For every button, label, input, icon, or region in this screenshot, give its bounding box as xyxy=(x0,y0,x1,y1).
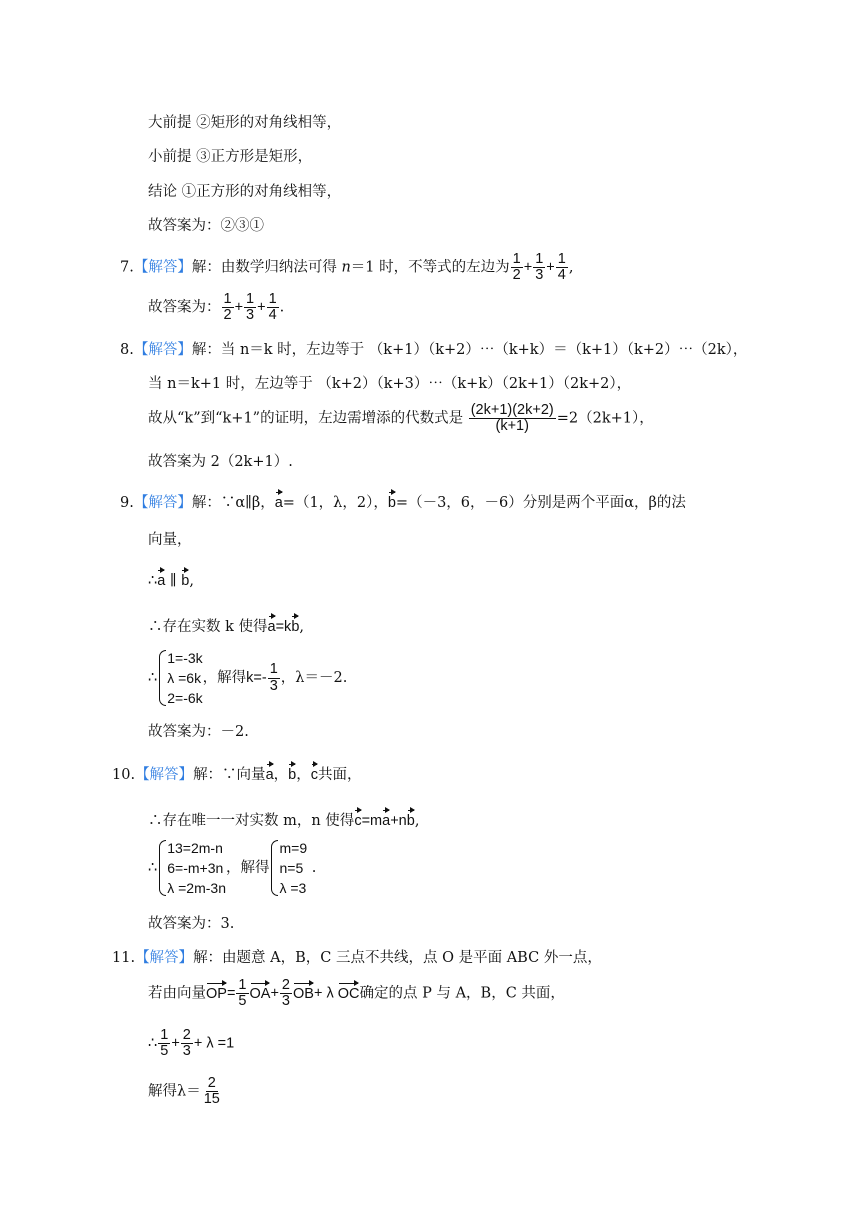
q9-line3: ∴a ∥ b, xyxy=(148,566,194,589)
vector-b: b xyxy=(291,612,299,635)
vector-c: c xyxy=(311,760,318,783)
q8-line1 xyxy=(120,338,747,359)
q9-answer: 故答案为：－2. xyxy=(148,724,249,740)
q11-line4: 解得λ＝ $\frac{2}{15}$ xyxy=(148,1075,220,1108)
q8-text: 解：当 n＝k 时，左边等于 （k+1）（k+2）⋯（k+k）＝（k+1）（k+2）⋯（2k）， xyxy=(191,342,748,358)
vector-a: a xyxy=(268,612,276,635)
q10-answer: 故答案为：3. xyxy=(148,916,235,932)
vector-b: b xyxy=(288,760,296,783)
premise-minor: 小前提 ③正方形是矩形， xyxy=(148,149,313,165)
q11-line3: ∴ $\frac{1}{5}$ + $\frac{2}{3}$ + λ =1 xyxy=(148,1027,235,1060)
vector-ob: OB xyxy=(293,979,314,1002)
vector-b: b xyxy=(181,566,189,589)
vector-b: b xyxy=(388,488,396,511)
vector-op: OP xyxy=(206,979,227,1002)
q9-system-line: ∴ 1=-3k λ =6k 2=-6k ，解得k=- $\frac{1}{3}$ ，λ＝－2. xyxy=(148,650,348,706)
answer-tag: 【解答】 xyxy=(135,950,194,966)
fraction: $\frac{1}{3}$ xyxy=(535,251,544,284)
q7-text2: ＝1 时，不等式的左边为 xyxy=(350,259,510,276)
solution-system: m=9 n=5 λ =3 xyxy=(269,838,307,898)
answer-label: 故答案为： xyxy=(148,299,221,316)
q8-answer: 故答案为 2（2k+1）. xyxy=(148,454,293,470)
answer-tag: 【解答】 xyxy=(133,342,192,358)
fraction: $\frac{1}{2}$ xyxy=(512,251,521,284)
q10-line2: ∴存在唯一一对实数 m，n 使得c=ma+nb, xyxy=(148,806,419,830)
vector-a: a xyxy=(266,760,274,783)
answer-6: 故答案为：②③① xyxy=(148,218,264,234)
q10-line1: 10.【解答】解：∵向量a，b，c共面， xyxy=(112,760,361,784)
q8-text: 故从“k”到“k+1”的证明，左边需增添的代数式是 xyxy=(148,410,468,427)
vector-a: a xyxy=(157,566,165,589)
q7-answer: 故答案为： $\frac{1}{2}$ + $\frac{1}{3}$ + $\frac{1}{4}$ . xyxy=(148,291,285,324)
q10-number: 10. xyxy=(112,767,136,783)
vector-oc: OC xyxy=(338,979,360,1002)
q7-text: 解：由数学归纳法可得 xyxy=(191,259,342,276)
fraction: $\frac{(2k+1)(2k+2)}{(k+1)}$ xyxy=(470,402,554,435)
q11-number: 11. xyxy=(112,950,136,966)
q11-line1: 11.【解答】解：由题意 A，B，C 三点不共线，点 O 是平面 ABC 外一点， xyxy=(112,950,602,966)
q7-line: 7.【解答】解：由数学归纳法可得 n＝1 时，不等式的左边为 $\frac{1}{2}$ + $\frac{1}{3}$ + $\frac{1}{4}$ , xyxy=(120,251,574,284)
vector-a: a xyxy=(275,488,283,511)
answer-tag: 【解答】 xyxy=(133,259,192,276)
fraction: $\frac{1}{4}$ xyxy=(557,251,566,284)
q9-line4: ∴存在实数 k 使得a=kb, xyxy=(148,612,304,636)
equation-system: 13=2m-n 6=-m+3n λ =2m-3n xyxy=(157,838,226,898)
q7-number: 7. xyxy=(120,259,134,276)
q7-var: n xyxy=(341,259,351,276)
answer-tag: 【解答】 xyxy=(133,495,192,511)
vector-a: a xyxy=(382,806,390,829)
equation-system: 1=-3k λ =6k 2=-6k xyxy=(157,648,202,708)
q8-result: =2（2k+1）， xyxy=(556,410,654,427)
q9-number: 9. xyxy=(120,495,134,511)
q11-line2: 若由向量OP= $\frac{1}{5}$ OA+ $\frac{2}{3}$ OB+ λ OC确定的点 P 与 A，B，C 共面， xyxy=(148,977,565,1010)
vector-b: b xyxy=(407,806,415,829)
conclusion: 结论 ①正方形的对角线相等， xyxy=(148,184,342,200)
premise-major: 大前提 ②矩形的对角线相等， xyxy=(148,115,342,131)
q8-line3 xyxy=(148,403,654,434)
q8-number: 8. xyxy=(120,342,134,358)
q10-system-line: ∴ 13=2m-n 6=-m+3n λ =2m-3n ，解得 m=9 n=5 λ =3 . xyxy=(148,840,317,896)
answer-tag: 【解答】 xyxy=(135,767,194,783)
vector-c: c xyxy=(354,806,361,829)
vector-oa: OA xyxy=(250,979,271,1002)
q9-line2: 向量， xyxy=(148,532,192,548)
q8-line2: 当 n＝k+1 时，左边等于 （k+2）（k+3）⋯（k+k）（2k+1）（2k+2）， xyxy=(148,376,632,392)
q9-line1: 9.【解答】解：∵α∥β，a=（1，λ，2），b=（－3，6，－6）分别是两个平面α，β的法 xyxy=(120,488,686,512)
